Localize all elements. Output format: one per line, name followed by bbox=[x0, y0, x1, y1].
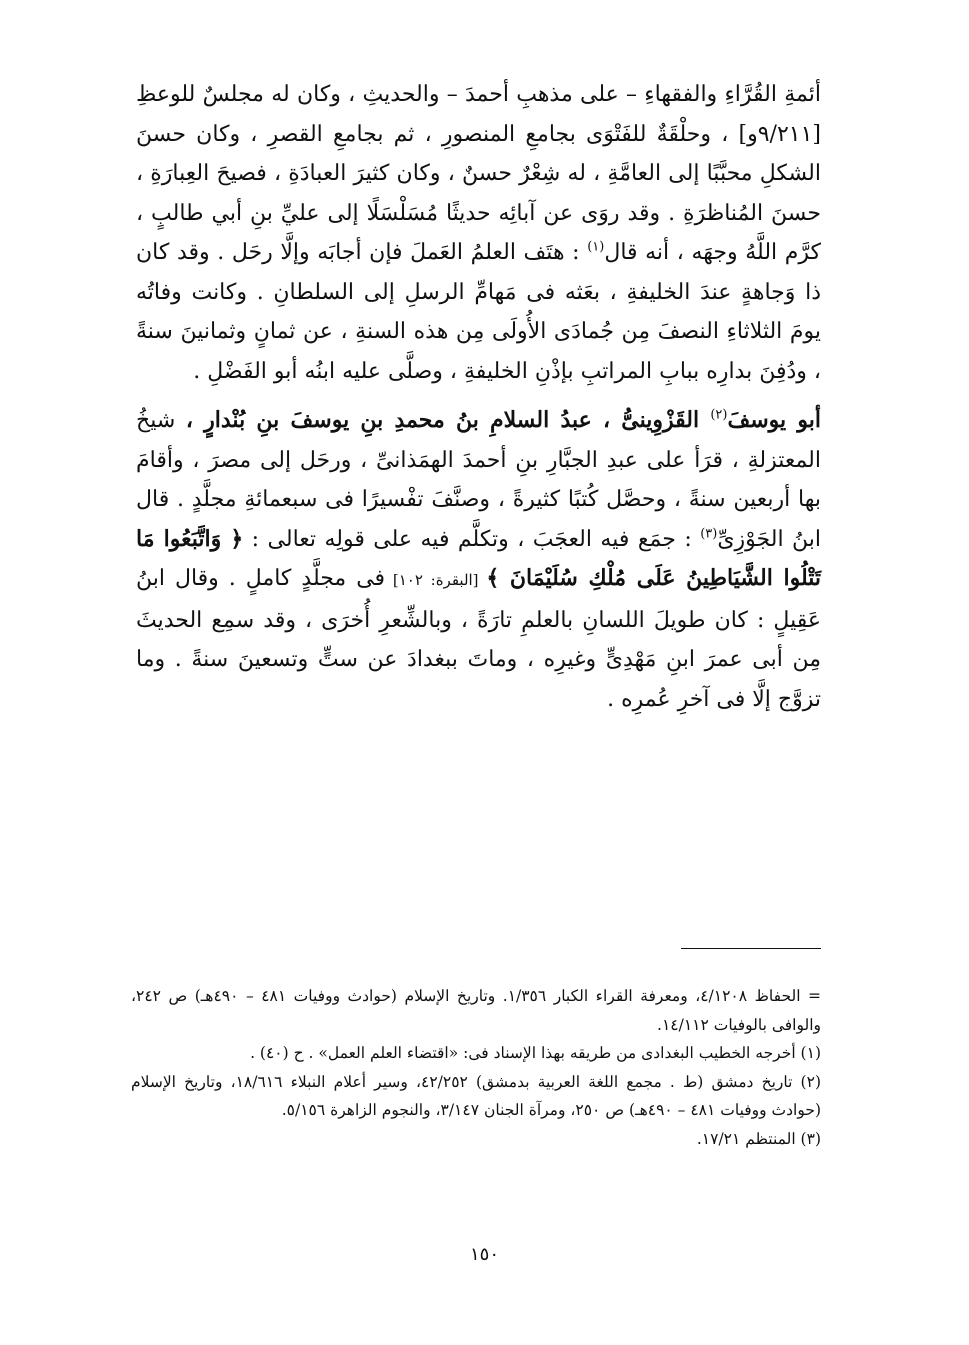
footnotes bbox=[131, 982, 821, 1153]
footnote-1: (١) أخرجه الخطيب البغدادى من طريقه بهذا الإسناد فى: «اقتضاء العلم العمل» . ح (٤٠) . bbox=[250, 1044, 821, 1062]
footnote-separator bbox=[681, 948, 821, 949]
paragraph-2-text-end: فى مجلَّدٍ كاملٍ . وقال ابنُ عَقِيلٍ : كان طويلَ اللسانِ بالعلمِ تارَةً ، وبالشِّعرِ أُخرَى ، وقد سمِع الحديثَ مِن أبى عمرَ ابنِ مَهْدِىٍّ وغيرِه ، وماتَ ببغدادَ عن ستٍّ وتسعينَ سنةً . وما تزوَّج إلَّا فى آخرِ عُمرِه . bbox=[136, 566, 821, 712]
footnote-3: (٣) المنتظم ١٧/٢١. bbox=[696, 1129, 821, 1148]
paragraph-2-text-cont: : جمَع فيه العجَبَ ، وتكلَّم فيه على قولِه تعالى : bbox=[243, 526, 701, 552]
biography-name-full: القَزْوِينىُّ ، عبدُ السلامِ بنُ محمدِ بنِ يوسفَ بنِ بُنْدارٍ ، bbox=[185, 407, 711, 433]
paragraph-2-text: شيخُ المعتزلةِ ، قرَأ على عبدِ الجبَّارِ بنِ أحمدَ الهمَذانىِّ ، ورحَل إلى مصرَ ، وأقامَ بها أربعين سنةً ، وحصَّل كُتبًا كثيرةً ، وصنَّفَ تفْسيرًا فى سبعمائةِ مجلَّدٍ . قال ابنُ الجَوْزِىِّ bbox=[136, 408, 821, 552]
paragraph-1 bbox=[136, 75, 821, 391]
footnote-ref-2[interactable]: (٢) bbox=[710, 407, 728, 423]
quran-verse: ﴿ وَاتَّبَعُوا مَا تَتْلُوا الشَّيَاطِينُ عَلَى مُلْكِ سُلَيْمَانَ ﴾ bbox=[136, 525, 821, 591]
paragraph-2 bbox=[136, 401, 821, 719]
paragraph-1-text-cont: : هتَف العلمُ العَملَ فإن أجابَه وإلَّا رحَل . وقد كان ذا وَجاهةٍ عندَ الخليفةِ ، بعَثه فى مَهامِّ الرسلِ إلى السلطانِ . وكانت وفاتُه يومَ الثلاثاءِ النصفَ مِن جُمادَى الأُولَى مِن هذه السنةِ ، عن ثمانٍ وثمانينَ سنةً ، ودُفِنَ بدارِه ببابِ المراتبِ بإذْنِ الخليفةِ ، وصلَّى عليه ابنُه أبو الفَضْلِ . bbox=[136, 240, 821, 384]
footnote-continuation: = الحفاظ ٤/١٢٠٨، ومعرفة القراء الكبار ١/٣٥٦. وتاريخ الإسلام (حوادث ووفيات ٤٨١ – ٤٩٠هـ) ص ٢٤٢، والوافى بالوفيات ١٤/١١٢. bbox=[131, 987, 821, 1034]
paragraph-1-text: أئمةِ القُرَّاءِ والفقهاءِ – على مذهبِ أحمدَ – والحديثِ ، وكان له مجلسٌ للوعظِ [٩/٢١١و] ، وحلْقَةٌ للفَتْوَى بجامعِ المنصورِ ، ثم بجامعِ القصرِ ، وكان حسنَ الشكلِ محبَّبًا إلى العامَّةِ ، له شِعْرٌ حسنٌ ، وكان كثيرَ العبادَةِ ، فصيحَ العِبارَةِ ، حسنَ المُناظرَةِ . وقد روَى عن آبائِه حديثًا مُسَلْسَلًا إلى عليِّ بنِ أبي طالبٍ ، كرَّم اللَّهُ وجهَه ، أنه قال bbox=[136, 82, 821, 265]
footnote-ref-3[interactable]: (٣) bbox=[700, 526, 718, 542]
biography-name-kunya: أبو يوسفَ bbox=[727, 407, 821, 433]
page-number: ١٥٠ bbox=[469, 1244, 499, 1265]
footnote-2: (٢) تاريخ دمشق (ط . مجمع اللغة العربية بدمشق) ٤٢/٢٥٢، وسير أعلام النبلاء ١٨/٦١٦، وتاريخ الإسلام (حوادث ووفيات ٤٨١ – ٤٩٠هـ) ص ٢٥٠، ومرآة الجنان ٣/١٤٧، والنجوم الزاهرة ٥/١٥٦. bbox=[131, 1072, 821, 1119]
verse-reference: [البقرة: ١٠٢] bbox=[385, 571, 487, 589]
main-text bbox=[136, 75, 821, 729]
footnote-ref-1[interactable]: (١) bbox=[587, 239, 605, 255]
